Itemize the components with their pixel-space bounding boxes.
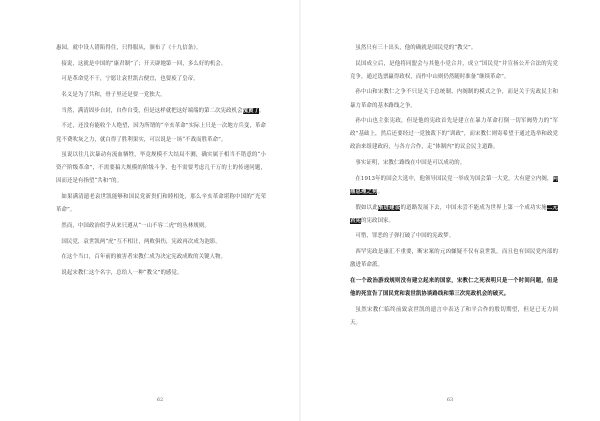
right-page-body — [350, 42, 558, 330]
paragraph: 如果满清遗老袁世凯能够和国民党新贵们和睦相处，那么辛亥革命堪称中国的“光荣革命”。 — [56, 194, 266, 214]
paragraph: 当然，满清固步自封，自作自受，但是这样就把这好端端的第二次宪政机会搅黄了。 — [61, 107, 265, 114]
paragraph: 可惜，罪恶的子弹打破了中国的宪政梦。 — [355, 233, 455, 240]
paragraph: 虽然只有三十出头，他的确就是国民党的“教父”。 — [355, 45, 477, 51]
highlight-mark: 搅黄了 — [242, 107, 260, 114]
paragraph: 在一个政治游戏规则没有建立起来的国家，宋教仁之死表明只是一个时间问题，但是他的死宣告了国民党和袁世凯协谈路线和第三次宪政机会的破灭。 — [350, 277, 558, 297]
paragraph: 在这个当口，百年前的被害者宋教仁成为决定宪政成败的关键人物。 — [61, 254, 227, 261]
paragraph: 虽说以往几次暴动有流血牺牲，毕竟规模不大结局不测，确实属于相当不错意的“小资产阶级革命”，不需要搞大规模的阶级斗争，也不需要考虑几千万的土的传递问题，因而还是有指望“共和”的。 — [56, 152, 266, 185]
right-page-number: 63 — [446, 397, 454, 403]
right-page — [300, 0, 600, 421]
paragraph: 接说，这就是中国的“康君制”了；开天辟地第一回，多么好的机会。 — [61, 60, 227, 67]
paragraph: 不过，还没有能收个人绝望，因为所谓的“辛亥革命”实际上只是一次地方兵变，革命党不费吹灰之力，就白得了胜利果实，可以说是一场“不战而胜革命”。 — [56, 123, 266, 143]
left-page-number: 62 — [156, 397, 164, 403]
left-page-body — [56, 42, 266, 280]
paragraph: 说起宋教仁这个名字，总给人一种“教父”的感觉。 — [61, 269, 183, 276]
paragraph: 民国成立后，是他将同盟会与其他小党合并，成立“国民党”并宣扬公开合法的宪党竞争，通过选票赢得政权，而作中山则仍然随时准备“继续革命”。 — [350, 60, 558, 80]
paragraph: 孙中山和宋教仁之争不只是关于总统制、内阁制的模式之争，而是关于宪政民主和暴力革命的基本路线之争。 — [350, 89, 558, 109]
paragraph: 在1913年的国会大选中，他领导国民党一举成为国会第一大党，大有建立内阁，问鼎总理之势。 — [350, 175, 558, 195]
paragraph: 名义是为了共和，骨子里还是要一党独大。 — [61, 92, 166, 99]
highlight-mark: 二元君宪 — [350, 204, 558, 224]
highlight-mark: 问鼎总理之势 — [350, 175, 558, 195]
paragraph: 惠园，就中设人错陷得住，只得服从，颁布了《十九信条》。 — [56, 45, 202, 51]
paragraph: 国民党，袁世凯两“虎”互不相让，两败俱伤，宪政再次成为泡影。 — [61, 238, 221, 245]
paragraph: 孙中山也主张宪政，但是他的宪政首先是建立在暴力革命打倒一切军阀势力的“军政”基础上，然后还要经过一党独裁下的“训政”，而宋教仁则寄希望于通过选举和政党政治来组建政府，与各方合作，走“体制内”的议会民主道路。 — [350, 118, 558, 151]
paragraph: 可是革命党不干，宁愿让袁世凯占便宜，也要废了皇帝。 — [61, 76, 199, 83]
highlight-mark: 渐进建设 — [377, 204, 401, 211]
paragraph: 西罕宪政是康汇不重要，断宋案的元凶嫌疑不仅有袁世凯，而且也有国民党内部的激进革命派。 — [350, 249, 558, 269]
paragraph: 然而，中国政治似乎从来只遵从“一山不容二虎”的丛林规则。 — [61, 222, 210, 229]
paragraph: 假如以此渐进建设的道路发展下去，中国未尝不能成为世界上第一个成功实施二元君宪的宪政国家。 — [350, 204, 558, 224]
paragraph: 事实证明，宋教仁路线在中国是可以成功的。 — [355, 160, 466, 167]
paragraph: 虽然宋教仁临终前致袁世凯的遗言中表达了和平合作的殷切期望，但是已无力回天。 — [350, 306, 558, 326]
